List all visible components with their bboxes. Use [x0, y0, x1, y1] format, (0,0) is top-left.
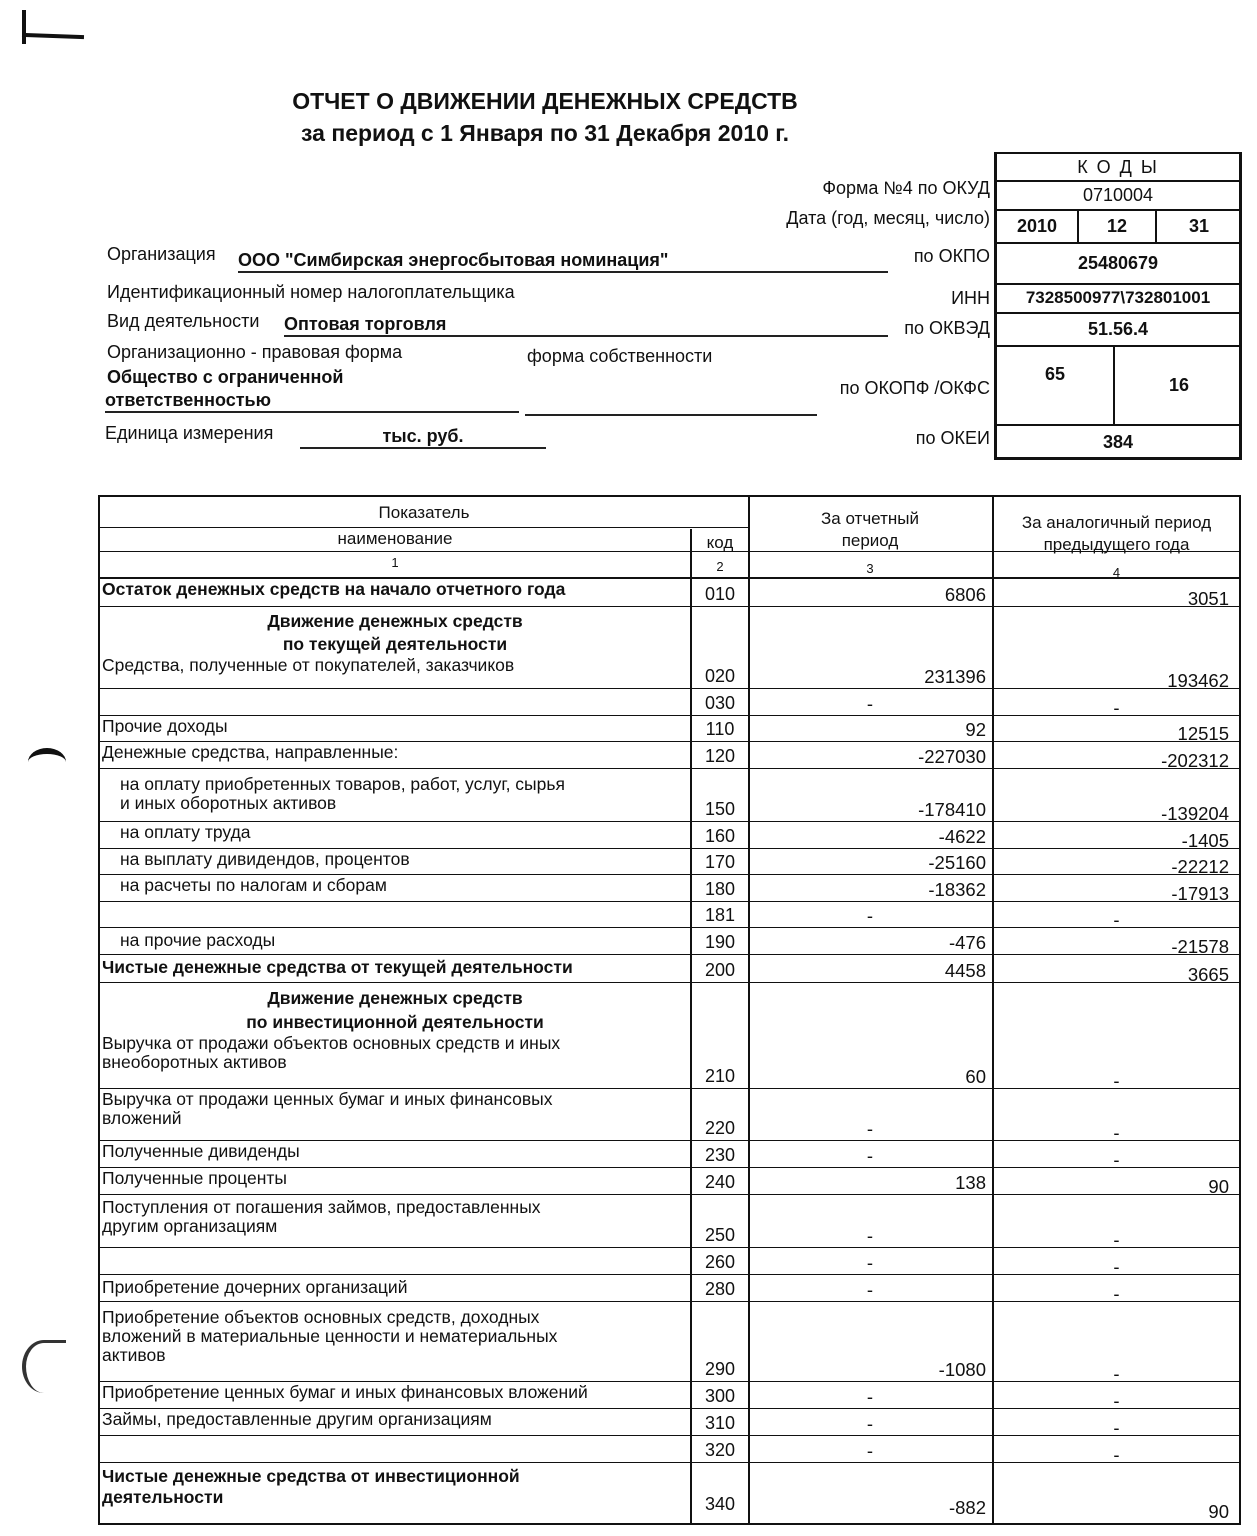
row-current: - [866, 905, 874, 926]
row-current: - [866, 1279, 874, 1300]
row-code: 200 [704, 960, 736, 980]
row-name: другим организациям [102, 1216, 278, 1236]
margin-mark [22, 10, 26, 44]
activity-label: Вид деятельности [107, 311, 260, 331]
okei-value: 384 [1102, 431, 1134, 452]
row-code: 260 [704, 1252, 736, 1272]
header-current-1: За отчетный [821, 509, 919, 528]
activity-value: Оптовая торговля [284, 314, 888, 337]
row-current: - [866, 1225, 874, 1246]
row-name [100, 902, 690, 904]
table-row [100, 1302, 1239, 1382]
row-current: 231396 [924, 666, 986, 687]
row-name [100, 1248, 690, 1250]
okud-label: Форма №4 по ОКУД [822, 178, 990, 198]
row-current: -227030 [918, 746, 986, 767]
row-previous: - [1113, 909, 1120, 930]
row-code: 320 [704, 1440, 736, 1460]
row-previous: - [1113, 1283, 1120, 1304]
table-row [100, 655, 1239, 689]
header-name: наименование [337, 529, 453, 548]
row-current: -4622 [938, 826, 986, 847]
row-name: Полученные дивиденды [102, 1141, 300, 1161]
row-code: 280 [704, 1279, 736, 1299]
org-label: Организация [107, 244, 216, 264]
date-year: 2010 [997, 210, 1079, 242]
row-previous: - [1113, 1149, 1120, 1170]
date-row [997, 210, 1239, 244]
row-name: Средства, полученные от покупателей, заказчиков [102, 655, 515, 675]
row-name: вложений [102, 1108, 182, 1128]
inn-code-label: ИНН [951, 288, 990, 308]
header-prev-1: За аналогичный период [1021, 513, 1212, 532]
row-code: 020 [704, 666, 736, 686]
table-row [100, 716, 1239, 742]
table-row [100, 689, 1239, 716]
row-current: -476 [948, 932, 986, 953]
row-previous: -1405 [1181, 830, 1229, 851]
header-indicator: Показатель [378, 503, 470, 522]
codes-box [994, 152, 1242, 460]
ownership-underline [525, 414, 817, 416]
row-previous: - [1113, 1256, 1120, 1277]
table-row [100, 769, 1239, 822]
row-previous: 3665 [1187, 964, 1229, 985]
inn-label: Идентификационный номер налогоплательщика [107, 282, 515, 302]
row-name: деятельности [102, 1487, 224, 1507]
row-name: Приобретение объектов основных средств, доходных [102, 1307, 540, 1327]
inn-value: 7328500977\732801001 [997, 284, 1239, 314]
row-previous: -22212 [1171, 856, 1229, 877]
header-line [100, 551, 1241, 552]
row-name: Денежные средства, направленные: [102, 742, 399, 762]
row-name: Займы, предоставленные другим организациям [102, 1409, 492, 1429]
table-row [100, 579, 1239, 607]
table-row [100, 1141, 1239, 1168]
unit-value: тыс. руб. [300, 426, 546, 449]
date-label: Дата (год, месяц, число) [786, 208, 990, 228]
row-previous: - [1113, 697, 1120, 718]
okei-label: по ОКЕИ [915, 428, 990, 448]
table-row [100, 849, 1239, 875]
table-row [100, 1195, 1239, 1248]
col-num-2: 2 [716, 559, 724, 574]
row-name: Приобретение дочерних организаций [102, 1277, 408, 1297]
row-previous: - [1113, 1070, 1120, 1091]
row-code: 210 [704, 1066, 736, 1086]
section-title: Движение денежных средств [267, 988, 523, 1008]
row-name: Прочие доходы [102, 716, 228, 736]
col-num-1: 1 [391, 555, 399, 570]
row-previous: -202312 [1161, 750, 1229, 771]
table-row [100, 928, 1239, 955]
row-code: 120 [704, 746, 736, 766]
row-previous: - [1113, 1122, 1120, 1143]
row-current: -25160 [928, 852, 986, 873]
codes-header: К О Д Ы [997, 154, 1239, 182]
cash-flow-table [98, 495, 1241, 1525]
row-name: Поступления от погашения займов, предоставленных [102, 1197, 541, 1217]
punch-hole [28, 748, 66, 776]
okopf-label: по ОКОПФ /ОКФС [839, 378, 990, 398]
header-line [100, 527, 748, 528]
okpo-value: 25480679 [997, 243, 1239, 285]
row-previous: 3051 [1187, 588, 1229, 609]
table-row [100, 1463, 1239, 1525]
row-name [100, 689, 690, 691]
row-previous: 12515 [1177, 723, 1229, 744]
punch-hole [22, 1340, 66, 1393]
row-previous: -17913 [1171, 883, 1229, 904]
section-heading [100, 609, 1239, 659]
row-code: 190 [704, 932, 736, 952]
row-previous: - [1113, 1417, 1120, 1438]
row-code: 180 [704, 879, 736, 899]
section-title: Движение денежных средств [267, 611, 523, 631]
section-heading [100, 985, 1239, 1033]
row-current: - [866, 1413, 874, 1434]
row-code: 010 [704, 584, 736, 604]
row-name: Приобретение ценных бумаг и иных финансовых вложений [102, 1382, 588, 1402]
row-name: и иных оборотных активов [120, 793, 337, 813]
row-name: на выплату дивидендов, процентов [120, 849, 410, 869]
row-name: Остаток денежных средств на начало отчетного года [102, 579, 566, 599]
row-current: 6806 [944, 584, 986, 605]
row-previous: 90 [1208, 1176, 1229, 1197]
row-name: Выручка от продажи объектов основных средств и иных [102, 1033, 561, 1053]
row-current: - [866, 1440, 874, 1461]
row-previous: - [1113, 1229, 1120, 1250]
row-previous: -139204 [1161, 803, 1229, 824]
legal-form-value-1: Общество с ограниченной [107, 367, 344, 387]
row-code: 290 [704, 1359, 736, 1379]
row-code: 250 [704, 1225, 736, 1245]
row-name: на прочие расходы [120, 930, 276, 950]
legal-form-label: Организационно - правовая форма [107, 342, 403, 362]
section-title: по инвестиционной деятельности [246, 1012, 544, 1032]
row-current: 60 [965, 1066, 986, 1087]
row-name: Чистые денежные средства от инвестиционной [102, 1466, 520, 1486]
table-row [100, 875, 1239, 902]
section-title: по текущей деятельности [282, 634, 508, 654]
row-current: - [866, 693, 874, 714]
row-code: 220 [704, 1118, 736, 1138]
table-row [100, 1248, 1239, 1275]
header-prev-2: предыдущего года [1043, 535, 1190, 554]
row-name: на расчеты по налогам и сборам [120, 875, 387, 895]
date-day: 31 [1188, 215, 1210, 236]
report-title: ОТЧЕТ О ДВИЖЕНИИ ДЕНЕЖНЫХ СРЕДСТВ [292, 88, 798, 114]
okopf-row [997, 346, 1239, 426]
okopf-value: 65 [997, 346, 1115, 424]
okpo-label: по ОКПО [913, 246, 990, 266]
row-code: 230 [704, 1145, 736, 1165]
row-current: -1080 [938, 1359, 986, 1380]
org-name: ООО "Симбирская энергосбытовая номинация" [238, 250, 888, 273]
table-row [100, 822, 1239, 849]
row-code: 110 [705, 719, 735, 739]
row-code: 310 [704, 1413, 736, 1433]
row-name: на оплату приобретенных товаров, работ, услуг, сырья [120, 774, 565, 794]
legal-form-value-2: ответственностью [105, 390, 519, 413]
row-name: Чистые денежные средства от текущей деятельности [102, 957, 573, 977]
table-row [100, 1089, 1239, 1141]
row-current: - [866, 1252, 874, 1273]
col-num-3: 3 [866, 561, 874, 576]
row-previous: 90 [1208, 1501, 1229, 1522]
table-row [100, 742, 1239, 769]
row-code: 030 [704, 693, 736, 713]
row-name: Выручка от продажи ценных бумаг и иных финансовых [102, 1089, 553, 1109]
okfs-value: 16 [1168, 374, 1190, 395]
okud-value: 0710004 [997, 181, 1239, 211]
row-code: 150 [704, 799, 736, 819]
okved-label: по ОКВЭД [904, 318, 990, 338]
row-current: -178410 [918, 799, 986, 820]
row-current: - [866, 1118, 874, 1139]
table-row [100, 1033, 1239, 1089]
row-code: 160 [704, 826, 736, 846]
row-current: 138 [955, 1172, 986, 1193]
row-name: активов [102, 1345, 166, 1365]
row-current: -18362 [928, 879, 986, 900]
report-period: за период с 1 Января по 31 Декабря 2010 г. [301, 120, 789, 146]
row-previous: - [1113, 1444, 1120, 1465]
table-row [100, 955, 1239, 983]
row-name [100, 1436, 690, 1438]
okved-value: 51.56.4 [997, 313, 1239, 347]
row-code: 240 [704, 1172, 736, 1192]
table-row [100, 1436, 1239, 1463]
row-name: внеоборотных активов [102, 1052, 287, 1072]
unit-label: Единица измерения [105, 423, 274, 443]
table-row [100, 1409, 1239, 1436]
table-row [100, 1382, 1239, 1409]
col-num-4: 4 [1112, 565, 1121, 580]
row-code: 181 [704, 905, 736, 925]
header-code: код [706, 533, 734, 552]
row-code: 170 [704, 852, 736, 872]
margin-mark [22, 33, 84, 39]
row-current: 92 [965, 719, 986, 740]
row-previous: - [1113, 1390, 1120, 1411]
ownership-label: форма собственности [527, 346, 713, 366]
table-row [100, 902, 1239, 928]
table-row [100, 1275, 1239, 1302]
row-name: вложений в материальные ценности и нематериальных [102, 1326, 558, 1346]
row-name: на оплату труда [120, 822, 251, 842]
row-code: 340 [704, 1494, 736, 1514]
row-current: - [866, 1145, 874, 1166]
row-current: 4458 [944, 960, 986, 981]
row-previous: -21578 [1171, 936, 1229, 957]
table-row [100, 1168, 1239, 1195]
row-previous: - [1113, 1363, 1120, 1384]
row-name: Полученные проценты [102, 1168, 287, 1188]
header-current-2: период [841, 531, 899, 550]
row-current: -882 [948, 1497, 986, 1518]
row-code: 300 [704, 1386, 736, 1406]
date-month: 12 [1079, 210, 1157, 242]
row-current: - [866, 1386, 874, 1407]
row-previous: 193462 [1167, 670, 1229, 691]
